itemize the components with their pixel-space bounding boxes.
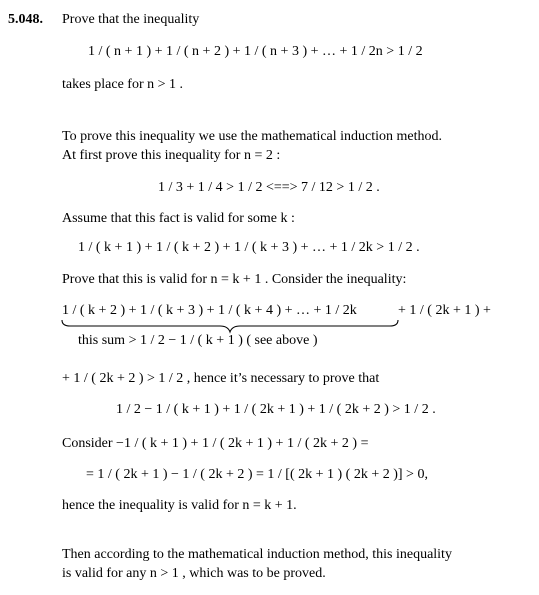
braced-sum: 1 / ( k + 2 ) + 1 / ( k + 3 ) + 1 / ( k + 4 ) + … + 1 / 2k xyxy=(62,303,357,318)
base-case-intro: At first prove this inequality for n = 2 : xyxy=(62,148,281,163)
problem-condition: takes place for n > 1 . xyxy=(62,77,184,92)
inequality-to-prove: 1 / 2 − 1 / ( k + 1 ) + 1 / ( 2k + 1 ) + 1 / ( 2k + 2 ) > 1 / 2 . xyxy=(116,402,436,417)
consider-expression: Consider −1 / ( k + 1 ) + 1 / ( 2k + 1 ) + 1 / ( 2k + 2 ) = xyxy=(62,436,369,451)
problem-statement: Prove that the inequality xyxy=(62,12,200,27)
step-conclusion: hence the inequality is valid for n = k + 1. xyxy=(62,498,297,513)
main-inequality: 1 / ( n + 1 ) + 1 / ( n + 2 ) + 1 / ( n + 3 ) + … + 1 / 2n > 1 / 2 xyxy=(88,44,423,59)
induction-hypothesis: 1 / ( k + 1 ) + 1 / ( k + 2 ) + 1 / ( k + 3 ) + … + 1 / 2k > 1 / 2 . xyxy=(78,240,420,255)
base-case-equation: 1 / 3 + 1 / 4 > 1 / 2 <==> 7 / 12 > 1 / 2 . xyxy=(158,180,380,195)
simplified-expression: = 1 / ( 2k + 1 ) − 1 / ( 2k + 2 ) = 1 / [( 2k + 1 ) ( 2k + 2 )] > 0, xyxy=(86,467,428,482)
problem-number: 5.048. xyxy=(8,12,43,27)
final-conclusion-line-2: is valid for any n > 1 , which was to be proved. xyxy=(62,566,326,581)
continuation-line: + 1 / ( 2k + 2 ) > 1 / 2 , hence it’s necessary to prove that xyxy=(62,371,380,386)
inductive-step-intro: Prove that this is valid for n = k + 1 . Consider the inequality: xyxy=(62,272,407,287)
final-conclusion-line-1: Then according to the mathematical induction method, this inequality xyxy=(62,547,452,562)
method-intro: To prove this inequality we use the mathematical induction method. xyxy=(62,129,443,144)
brace-annotation: this sum > 1 / 2 − 1 / ( k + 1 ) ( see above ) xyxy=(78,333,318,348)
assumption-text: Assume that this fact is valid for some k : xyxy=(62,211,295,226)
extra-terms: + 1 / ( 2k + 1 ) + xyxy=(398,303,491,318)
